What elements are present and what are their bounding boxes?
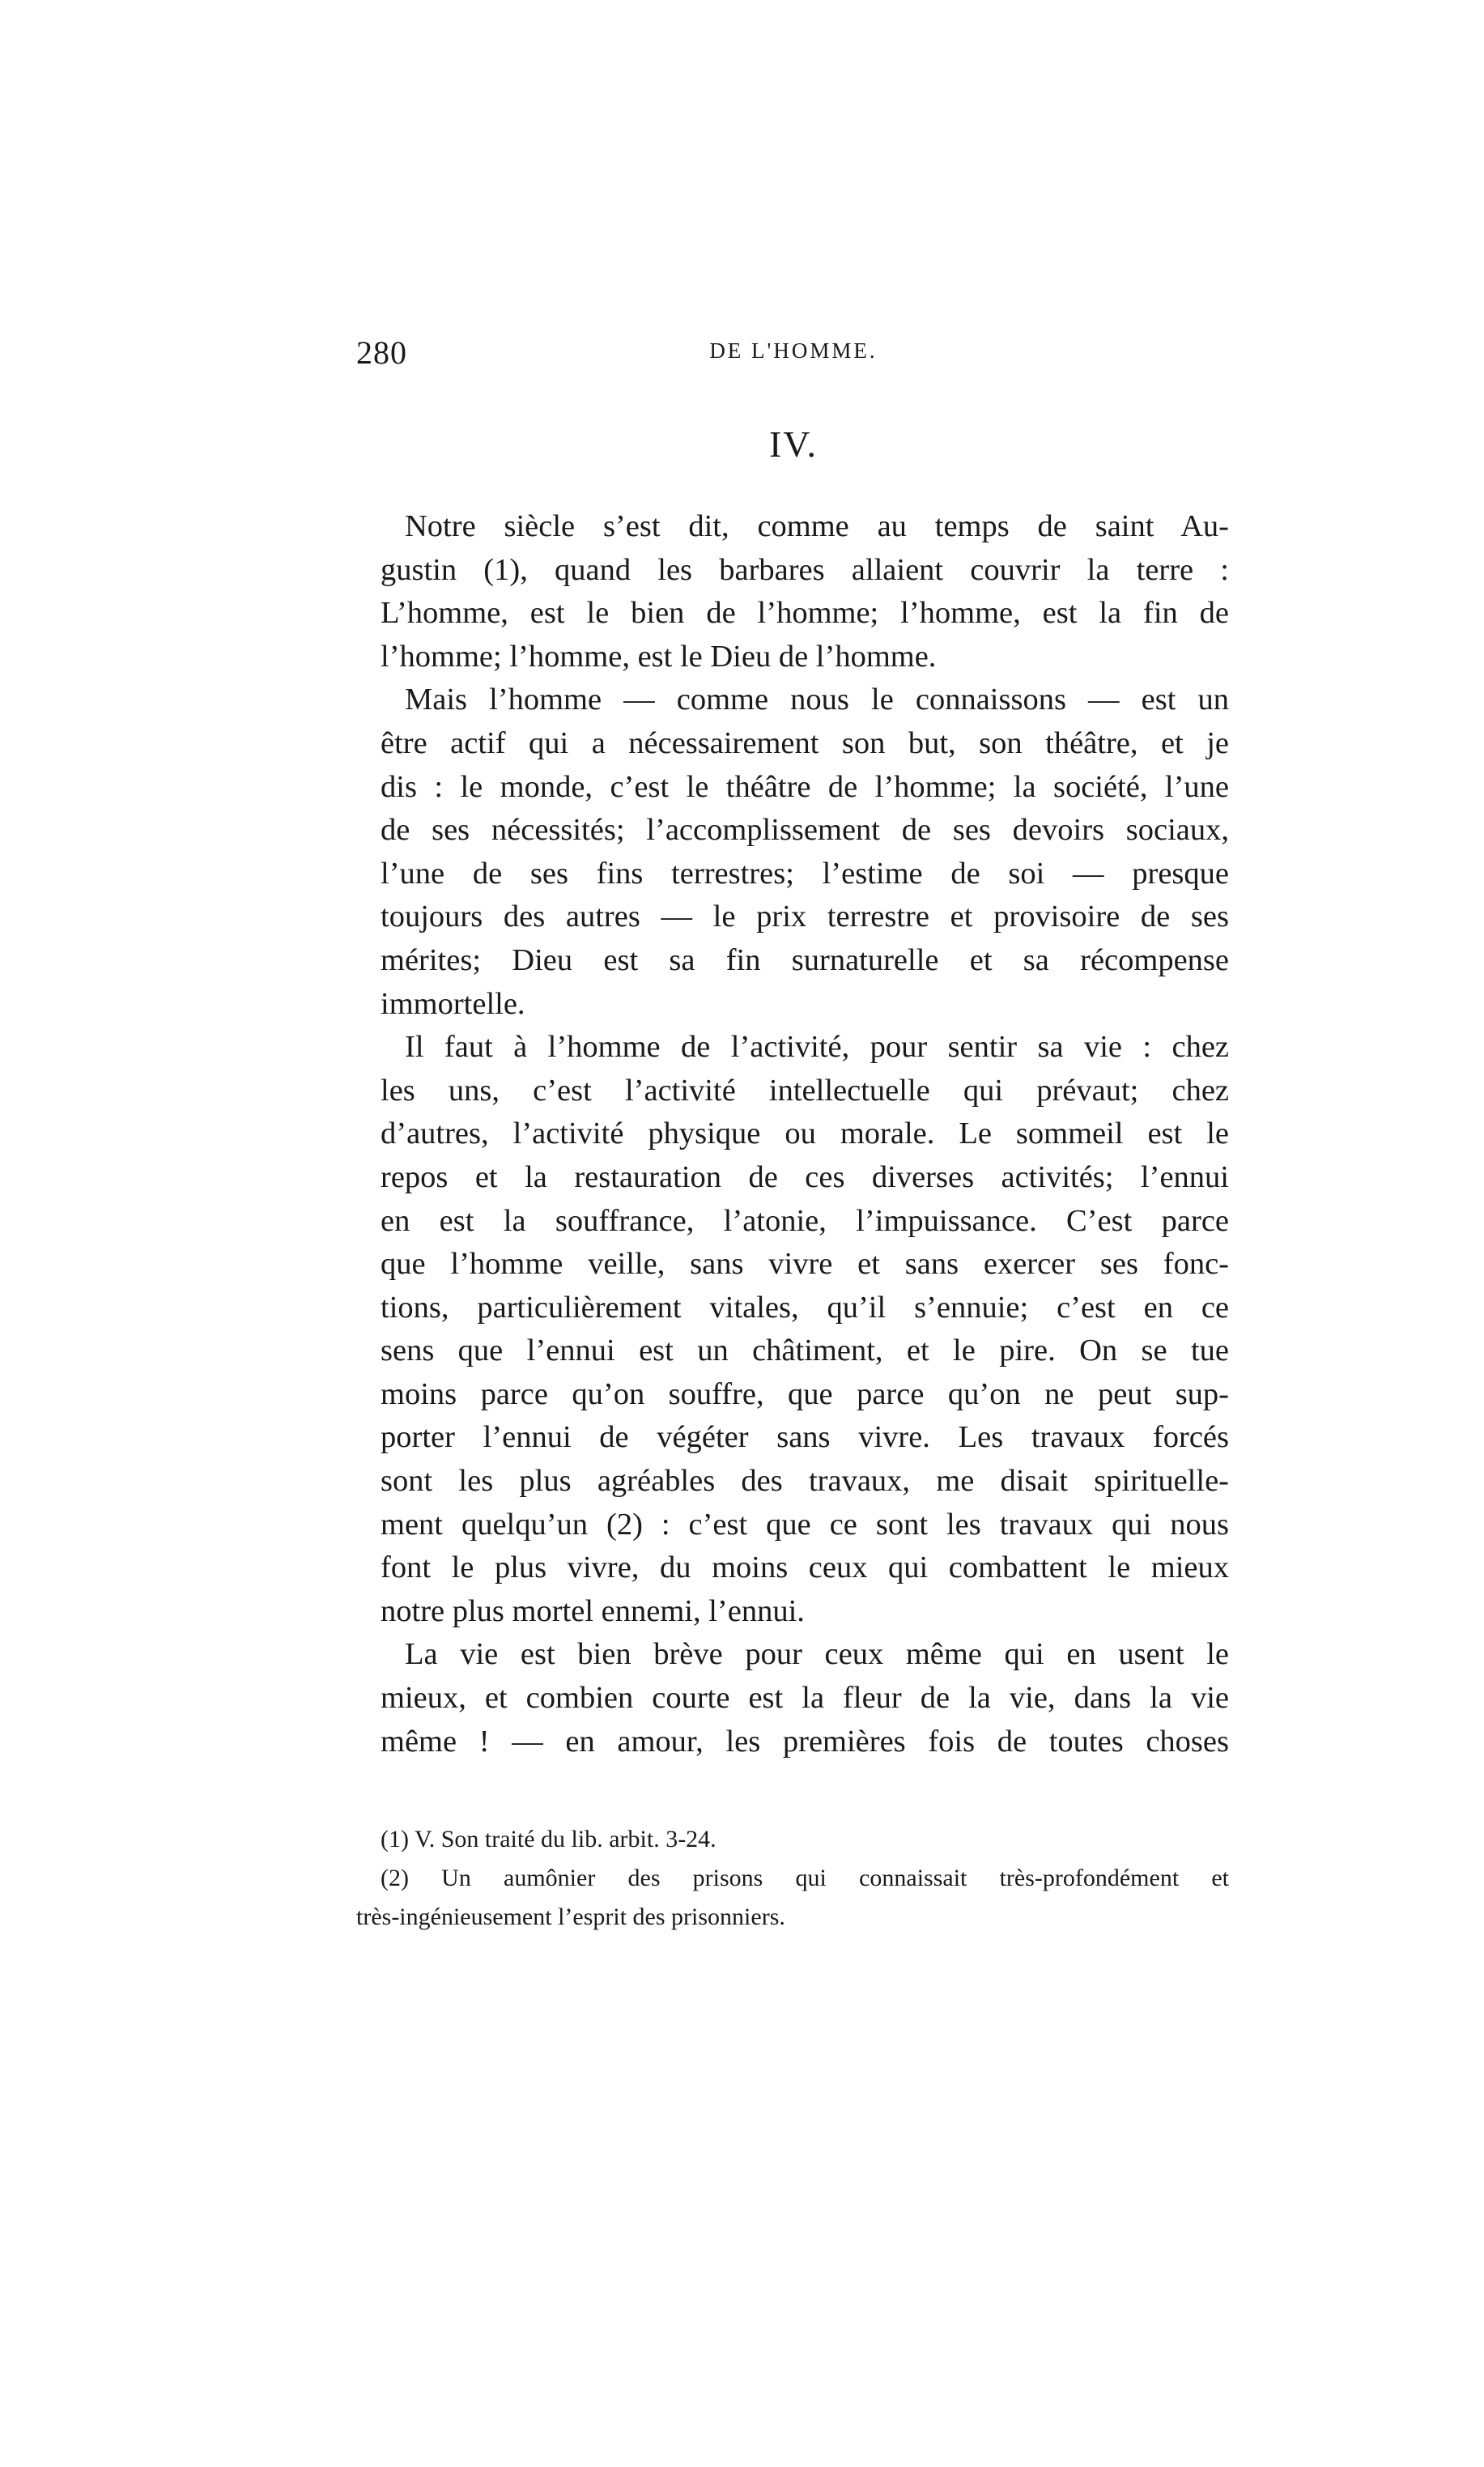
text-line: l’une de ses fins terrestres; l’estime de soi — presque [381,856,1229,891]
text-line: dis : le monde, c’est le théâtre de l’homme; la société, l’une [381,769,1229,804]
text-line: l’homme; l’homme, est le Dieu de l’homme. [381,639,937,674]
text-line: font le plus vivre, du moins ceux qui combattent le mieux [381,1550,1229,1585]
text-line: tions, particulièrement vitales, qu’il s’ennuie; c’est en ce [381,1290,1229,1325]
footnote-line: (2) Un aumônier des prisons qui connaissait très-profondément et [381,1865,1229,1891]
text-line: Il faut à l’homme de l’activité, pour sentir sa vie : chez [405,1030,1229,1065]
body-text [356,505,1229,1763]
text-line: d’autres, l’activité physique ou morale. Le sommeil est le [381,1117,1229,1151]
text-line: ment quelqu’un (2) : c’est que ce sont les travaux qui nous [381,1507,1229,1542]
paragraph [356,505,1229,678]
footnote [356,1859,1229,1937]
footnote-line: (1) V. Son traité du lib. arbit. 3-24. [381,1826,716,1852]
text-line: toujours des autres — le prix terrestre et provisoire de ses [381,900,1229,934]
page-number: 280 [356,334,407,371]
section-heading: IV. [768,423,819,465]
text-line: L’homme, est le bien de l’homme; l’homme, est la fin de [381,596,1229,631]
text-line: Notre siècle s’est dit, comme au temps de saint Au- [405,509,1229,543]
paragraph [356,1026,1229,1633]
running-head [356,334,1231,382]
text-line: mérites; Dieu est sa fin surnaturelle et sa récompense [381,942,1229,977]
text-line: sont les plus agréables des travaux, me disait spirituelle- [381,1464,1229,1499]
text-line: moins parce qu’on souffre, que parce qu’on ne peut sup- [381,1376,1229,1411]
paragraph [356,1633,1229,1763]
paragraph [356,678,1229,1026]
running-title: DE L'HOMME. [709,338,878,363]
text-line: Mais l’homme — comme nous le connaissons — est un [405,683,1229,717]
text-line: notre plus mortel ennemi, l’ennui. [381,1593,805,1628]
text-line: repos et la restauration de ces diverses activités; l’ennui [381,1159,1229,1194]
footnotes [356,1820,1229,1937]
text-line: sens que l’ennui est un châtiment, et le pire. On se tue [381,1333,1229,1368]
text-line: que l’homme veille, sans vivre et sans exercer ses fonc- [381,1247,1229,1282]
text-line: porter l’ennui de végéter sans vivre. Les travaux forcés [381,1420,1229,1455]
text-line: les uns, c’est l’activité intellectuelle qui prévaut; chez [381,1073,1229,1108]
text-line: mieux, et combien courte est la fleur de la vie, dans la vie [381,1681,1229,1716]
text-line: en est la souffrance, l’atonie, l’impuissance. C’est parce [381,1203,1229,1238]
text-line: gustin (1), quand les barbares allaient couvrir la terre : [381,552,1229,587]
footnote-line: très-ingénieusement l’esprit des prisonniers. [356,1903,785,1930]
text-line: immortelle. [381,986,525,1021]
text-line: même ! — en amour, les premières fois de toutes choses [381,1724,1229,1759]
text-line: La vie est bien brève pour ceux même qui en usent le [405,1637,1229,1672]
text-line: être actif qui a nécessairement son but, son théâtre, et je [381,725,1229,760]
text-line: de ses nécessités; l’accomplissement de ses devoirs sociaux, [381,813,1229,848]
footnote [356,1820,1229,1859]
